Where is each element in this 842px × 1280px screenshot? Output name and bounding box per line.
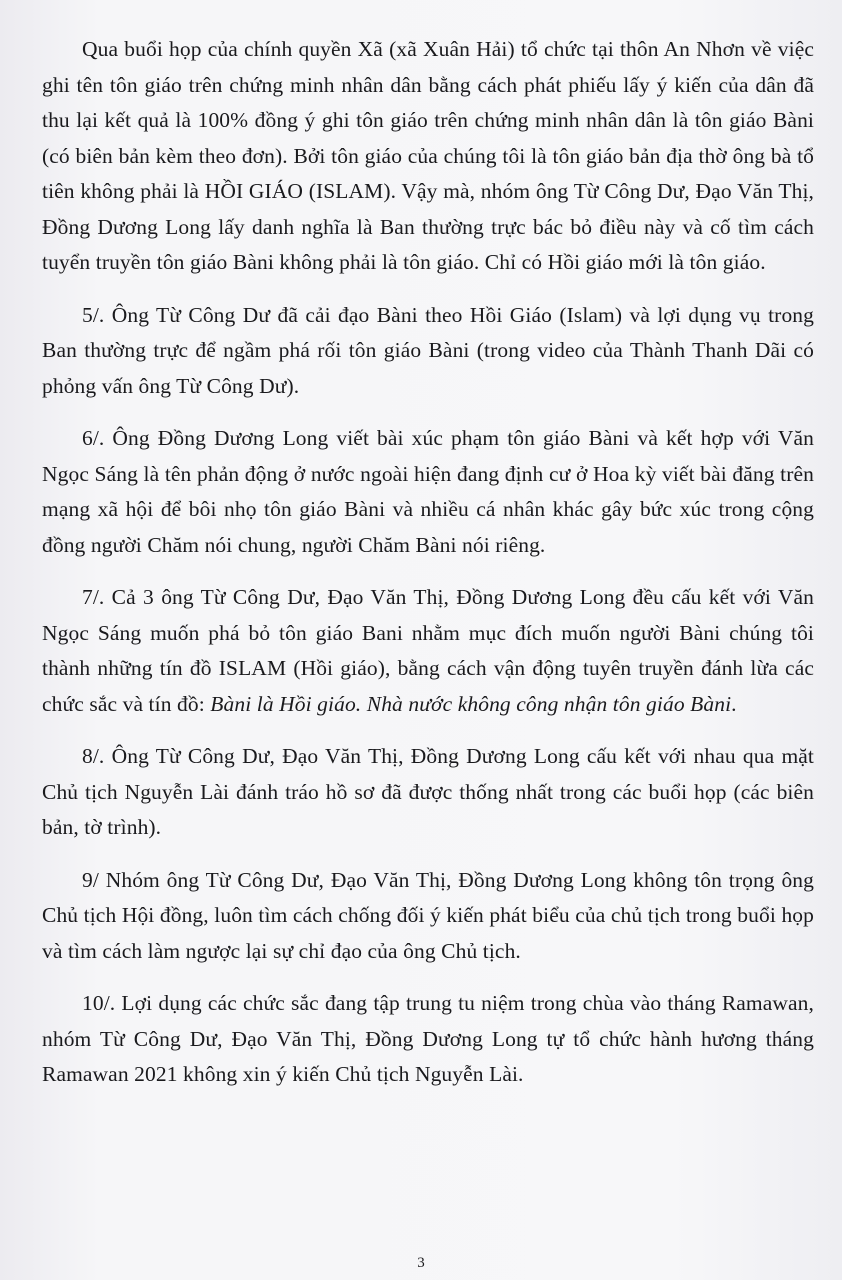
document-body <box>42 32 814 1093</box>
paragraph-end: . <box>731 691 737 716</box>
paragraph-text: 6/. Ông Đồng Dương Long viết bài xúc phạm tôn giáo Bàni và kết hợp với Văn Ngọc Sáng là tên phản động ở nước ngoài hiện đang định cư ở Hoa kỳ viết bài đăng trên mạng xã hội để bôi nhọ tôn giáo Bàni và nhiều cá nhân khác gây bức xúc trong cộng đồng người Chăm nói chung, người Chăm Bàni nói riêng. <box>42 426 814 557</box>
paragraph-text: 8/. Ông Từ Công Dư, Đạo Văn Thị, Đồng Dương Long cấu kết với nhau qua mặt Chủ tịch Nguyễn Lài đánh tráo hồ sơ đã được thống nhất trong các buổi họp (các biên bản, tờ trình). <box>42 744 814 839</box>
paragraph-text: Qua buổi họp của chính quyền Xã (xã Xuân Hải) tổ chức tại thôn An Nhơn về việc ghi tên tôn giáo trên chứng minh nhân dân bằng cách phát phiếu lấy ý kiến của dân đã thu lại kết quả là 100% đồng ý ghi tôn giáo trên chứng minh nhân dân là tôn giáo Bàni (có biên bản kèm theo đơn). Bởi tôn giáo của chúng tôi là tôn giáo bản địa thờ ông bà tổ tiên không phải là HỒI GIÁO (ISLAM). Vậy mà, nhóm ông Từ Công Dư, Đạo Văn Thị, Đồng Dương Long lấy danh nghĩa là Ban thường trực bác bỏ điều này và cố tìm cách tuyển truyền tôn giáo Bàni không phải là tôn giáo. Chỉ có Hồi giáo mới là tôn giáo. <box>42 37 814 274</box>
paragraph-item-7 <box>42 580 814 722</box>
paragraph-item-6 <box>42 421 814 563</box>
paragraph-item-9 <box>42 863 814 970</box>
paragraph-item-8 <box>42 739 814 846</box>
paragraph-text: 10/. Lợi dụng các chức sắc đang tập trung tu niệm trong chùa vào tháng Ramawan, nhóm Từ Công Dư, Đạo Văn Thị, Đồng Dương Long tự tổ chức hành hương tháng Ramawan 2021 không xin ý kiến Chủ tịch Nguyễn Lài. <box>42 991 814 1086</box>
paragraph-text: 9/ Nhóm ông Từ Công Dư, Đạo Văn Thị, Đồng Dương Long không tôn trọng ông Chủ tịch Hội đồng, luôn tìm cách chống đối ý kiến phát biểu của chủ tịch trong buổi họp và tìm cách làm ngược lại sự chỉ đạo của ông Chủ tịch. <box>42 867 814 963</box>
paragraph-text: 5/. Ông Từ Công Dư đã cải đạo Bàni theo Hồi Giáo (Islam) và lợi dụng vụ trong Ban thường trực để ngầm phá rối tôn giáo Bàni (trong video của Thành Thanh Dãi có phỏng vấn ông Từ Công Dư). <box>42 302 814 398</box>
paragraph-intro <box>42 32 814 281</box>
paragraph-item-5 <box>42 298 814 405</box>
page-number: 3 <box>417 1255 425 1271</box>
paragraph-text: 7/. Cả 3 ông Từ Công Dư, Đạo Văn Thị, Đồng Dương Long đều cấu kết với Văn Ngọc Sáng muốn phá bỏ tôn giáo Bani nhằm mục đích muốn người Bàni chúng tôi thành những tín đồ ISLAM (Hồi giáo), bằng cách vận động tuyên truyền đánh lừa các chức sắc và tín đồ: <box>42 585 814 716</box>
paragraph-item-10 <box>42 986 814 1093</box>
paragraph-italic-quote: Bàni là Hồi giáo. Nhà nước không công nhận tôn giáo Bàni <box>210 691 732 716</box>
